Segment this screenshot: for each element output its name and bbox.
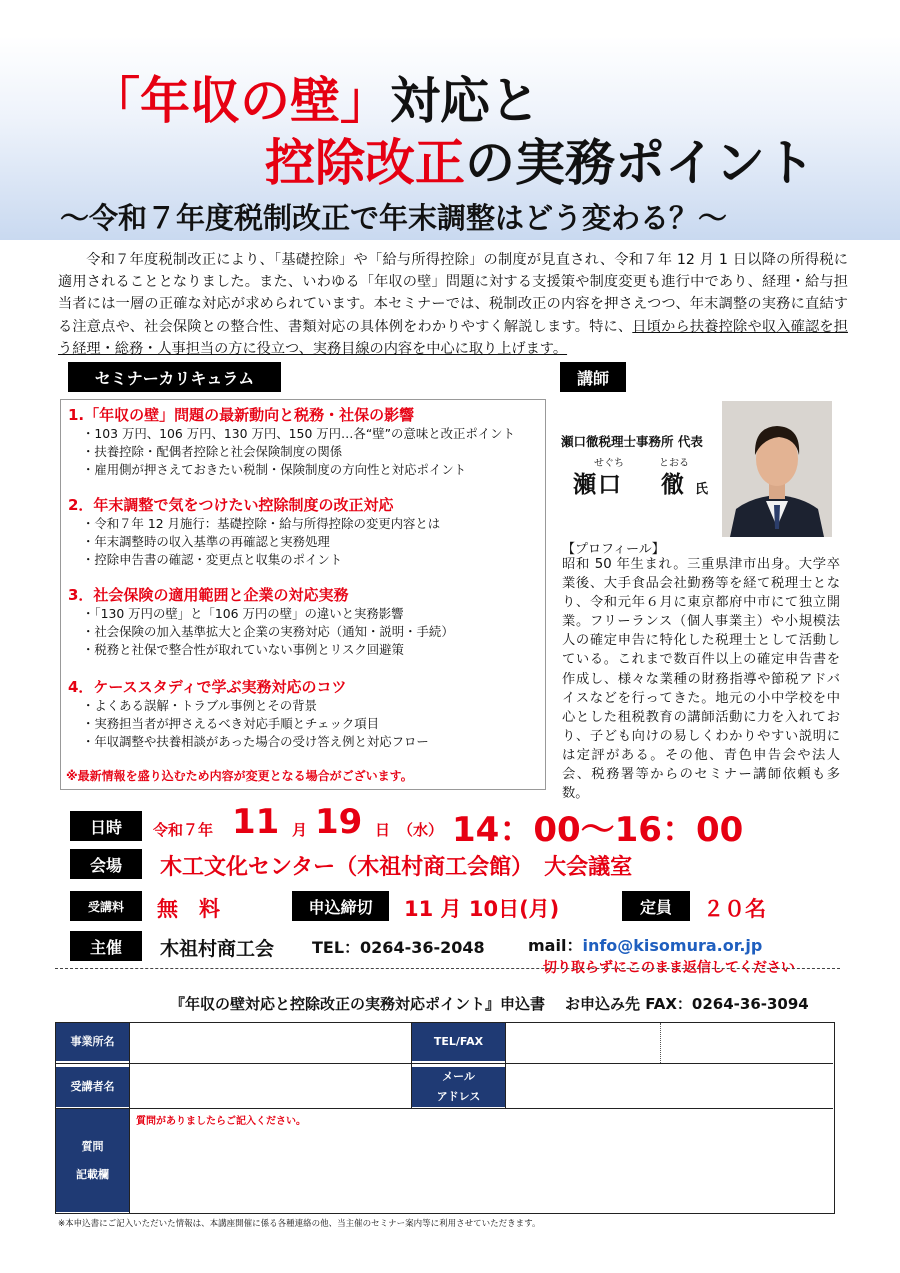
page-subtitle: ～令和７年度税制改正で年末調整はどう変わる？～ bbox=[60, 201, 728, 235]
instructor-ruby-given: とおる bbox=[659, 458, 689, 469]
instructor-heading: 講師 bbox=[560, 362, 626, 392]
application-form bbox=[55, 1022, 835, 1214]
fax-field[interactable] bbox=[661, 1024, 833, 1063]
date-era: 令和７年 bbox=[153, 821, 214, 839]
question-field[interactable] bbox=[130, 1109, 833, 1212]
curriculum-section-1: 1.「年収の壁」問題の最新動向と税務・社保の影響 bbox=[68, 406, 415, 424]
fee-label: 受講料 bbox=[70, 891, 142, 921]
instructor-office: 瀬口徹税理士事務所 代表 bbox=[561, 434, 703, 449]
host-mail: mail：info@kisomura.or.jp bbox=[528, 936, 763, 955]
fee-text: 無 料 bbox=[157, 897, 220, 921]
instructor-ruby-family: せぐち bbox=[594, 458, 624, 469]
curriculum-note: ※最新情報を盛り込むため内容が変更となる場合がございます。 bbox=[66, 769, 413, 783]
curriculum-section-3: 3．社会保険の適用範囲と企業の対応実務 bbox=[68, 586, 349, 604]
venue-text: 木工文化センター（木祖村商工会館） 大会議室 bbox=[160, 855, 633, 880]
profile-text: 昭和 50 年生まれ。三重県津市出身。大学卒業後、大手食品会社勤務等を経て税理士となり、令和元年６月に東京都府中市にて独立開業。フリーランス（個人事業主）や小規模法人の確定申告に特化した税理士として活動している。これまで数百件以上の確定申告書を作成し、様々な業種の財務指導や節税アドバイスなどを行ってきた。地元の小中学校を中心とした租税教育の講師活動に力を入れており、子ども向けの易しくわかりやすい説明には定評がある。その他、青色申告会や法人会、税務署等からのセミナー講師依頼も多数。 bbox=[562, 557, 840, 802]
attendee-label: 受講者名 bbox=[56, 1067, 129, 1107]
form-title: 『年収の壁対応と控除改正の実務対応ポイント』申込書 bbox=[170, 995, 546, 1013]
form-col-line bbox=[411, 1023, 412, 1108]
instructor-honorific: 氏 bbox=[695, 482, 709, 497]
curriculum-item: ・年末調整時の収入基準の再確認と実務処理 bbox=[82, 534, 330, 549]
date-time: 14：00～16：00 bbox=[452, 810, 744, 850]
date-month-unit: 月 bbox=[292, 821, 308, 839]
telfax-label: TEL/FAX bbox=[412, 1023, 505, 1061]
curriculum-section-4: 4．ケーススタディで学ぶ実務対応のコツ bbox=[68, 678, 347, 696]
question-placeholder: 質問がありましたらご記入ください。 bbox=[136, 1116, 306, 1127]
deadline-label: 申込締切 bbox=[292, 891, 389, 921]
curriculum-item: ・よくある誤解・トラブル事例とその背景 bbox=[82, 698, 317, 713]
intro-paragraph: 令和７年度税制改正により、「基礎控除」や「給与所得控除」の制度が見直され、令和７年 12 月 1 日以降の所得税に適用されることとなりました。また、いわゆる「年収の壁」問題に対する支援策や制度変更も進行中であり、経理・給与担当者には一層の正確な対応が求められています。本セミナーでは、税制改正の内容を押さえつつ、年末調整の実務に直結する注意点や、社会保険との整合性、書類対応の具体例をわかりやすく解説します。特に、日頃から扶養控除や収入確認を担う経理・総務・人事担当の方に役立つ、実務目線の内容を中心に取り上げます。 bbox=[58, 252, 848, 357]
date-label: 日時 bbox=[70, 811, 142, 841]
office-field[interactable] bbox=[130, 1024, 411, 1063]
date-weekday: （水） bbox=[398, 821, 444, 839]
curriculum-item: ・「130 万円の壁」と「106 万円の壁」の違いと実務影響 bbox=[82, 606, 404, 621]
form-fax: お申込み先 FAX：0264-36-3094 bbox=[565, 995, 809, 1013]
tel-field[interactable] bbox=[506, 1024, 659, 1063]
host-tel: TEL：0264-36-2048 bbox=[312, 938, 485, 957]
mail-link[interactable]: info@kisomura.or.jp bbox=[582, 936, 763, 955]
date-day-unit: 日 bbox=[375, 821, 391, 839]
email-field[interactable] bbox=[506, 1064, 833, 1108]
mail-address-label: メール アドレス bbox=[412, 1067, 505, 1107]
attendee-field[interactable] bbox=[130, 1064, 411, 1108]
cut-note: 切り取らずにこのまま返信してください bbox=[543, 960, 795, 976]
curriculum-item: ・控除申告書の確認・変更点と収集のポイント bbox=[82, 552, 343, 567]
date-day: 19 bbox=[315, 802, 363, 842]
page-title-line1: 「年収の壁」対応と bbox=[90, 72, 540, 130]
curriculum-item: ・実務担当者が押さえるべき対応手順とチェック項目 bbox=[82, 716, 380, 731]
curriculum-item: ・扶養控除・配偶者控除と社会保険制度の関係 bbox=[82, 444, 343, 459]
curriculum-item: ・103 万円、106 万円、130 万円、150 万円…各“壁”の意味と改正ポイント bbox=[82, 426, 515, 441]
capacity-label: 定員 bbox=[622, 891, 690, 921]
question-label: 質問 記載欄 bbox=[56, 1109, 129, 1212]
curriculum-section-2: 2．年末調整で気をつけたい控除制度の改正対応 bbox=[68, 496, 394, 514]
curriculum-heading: セミナーカリキュラム bbox=[68, 362, 281, 392]
venue-label: 会場 bbox=[70, 849, 142, 879]
capacity-text: ２０名 bbox=[703, 897, 766, 921]
page-title-line2: 控除改正の実務ポイント bbox=[265, 134, 815, 192]
profile-heading: 【プロフィール】 bbox=[562, 542, 665, 557]
curriculum-item: ・社会保険の加入基準拡大と企業の実務対応（通知・説明・手続） bbox=[82, 624, 454, 639]
host-text: 木祖村商工会 bbox=[160, 938, 275, 960]
curriculum-item: ・雇用側が押さえておきたい税制・保険制度の方向性と対応ポイント bbox=[82, 462, 467, 477]
cut-line bbox=[55, 968, 840, 969]
date-month: 11 bbox=[232, 802, 280, 842]
instructor-name: 瀬口 徹 bbox=[573, 472, 686, 498]
instructor-photo bbox=[722, 401, 832, 537]
curriculum-item: ・税務と社保で整合性が取れていない事例とリスク回避策 bbox=[82, 642, 404, 657]
deadline-text: 11 月 10日(月) bbox=[404, 897, 560, 921]
curriculum-item: ・年収調整や扶養相談があった場合の受け答え例と対応フロー bbox=[82, 734, 429, 749]
curriculum-item: ・令和７年 12 月施行：基礎控除・給与所得控除の変更内容とは bbox=[82, 516, 441, 531]
form-footnote: ※本申込書にご記入いただいた情報は、本講座開催に係る各種連絡の他、当主催のセミナー案内等に利用させていただきます。 bbox=[58, 1219, 541, 1229]
host-label: 主催 bbox=[70, 931, 142, 961]
office-label: 事業所名 bbox=[56, 1023, 129, 1061]
